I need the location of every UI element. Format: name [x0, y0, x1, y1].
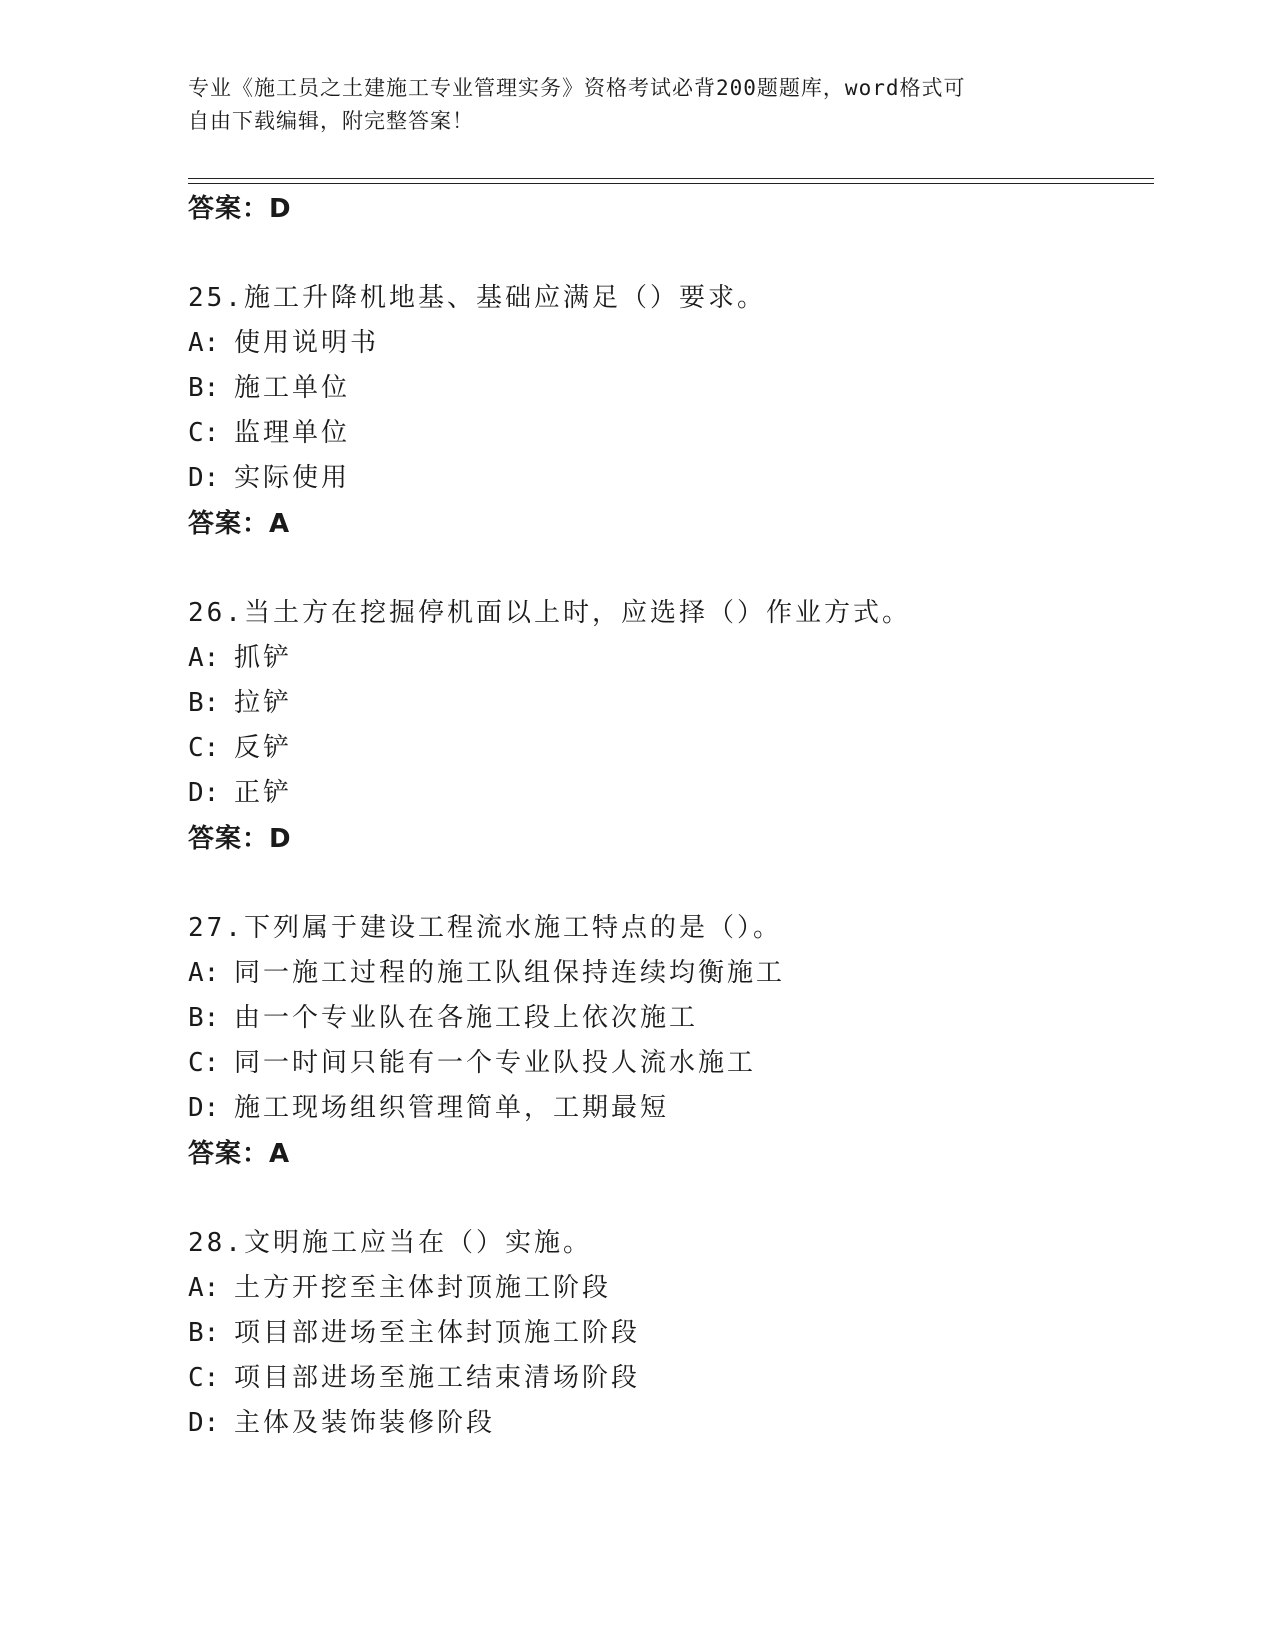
- previous-answer: 答案：D: [188, 194, 292, 224]
- option-text: 监理单位: [234, 418, 351, 448]
- header-divider-bottom: [188, 183, 1154, 184]
- option-text: 土方开挖至主体封顶施工阶段: [234, 1273, 612, 1303]
- option-text: 使用说明书: [234, 328, 380, 358]
- option-letter: A:: [188, 1273, 220, 1303]
- option-text: 项目部进场至主体封顶施工阶段: [234, 1318, 641, 1348]
- option-text: 主体及装饰装修阶段: [234, 1408, 496, 1438]
- question-25-option-b: [188, 370, 350, 406]
- question-26-answer: 答案：D: [188, 824, 292, 854]
- option-letter: A:: [188, 958, 220, 988]
- option-letter: D:: [188, 1408, 220, 1438]
- option-text: 抓铲: [234, 643, 293, 673]
- option-text: 施工现场组织管理简单，工期最短: [234, 1093, 670, 1123]
- option-letter: B:: [188, 1003, 220, 1033]
- header-line-1: 专业《施工员之土建施工专业管理实务》资格考试必背200题题库，word格式可: [188, 76, 966, 100]
- question-25-answer: 答案：A: [188, 509, 291, 539]
- document-header: [188, 72, 1068, 138]
- question-26-option-d: [188, 775, 292, 811]
- option-letter: C:: [188, 733, 220, 763]
- option-text: 施工单位: [234, 373, 351, 403]
- question-25-option-c: [188, 415, 350, 451]
- question-26-option-a: [188, 640, 292, 676]
- option-letter: A:: [188, 643, 220, 673]
- option-letter: D:: [188, 463, 220, 493]
- question-27-answer: 答案：A: [188, 1139, 291, 1169]
- option-letter: B:: [188, 1318, 220, 1348]
- option-letter: A:: [188, 328, 220, 358]
- question-27-stem: 27.下列属于建设工程流水施工特点的是（）。: [188, 913, 782, 943]
- option-text: 实际使用: [234, 463, 351, 493]
- question-28-stem: 28.文明施工应当在（）实施。: [188, 1228, 592, 1258]
- header-divider-top: [188, 178, 1154, 179]
- question-28-option-b: [188, 1315, 640, 1351]
- question-25-option-a: [188, 325, 379, 361]
- option-text: 由一个专业队在各施工段上依次施工: [234, 1003, 699, 1033]
- option-letter: D:: [188, 778, 220, 808]
- question-25-stem: 25.施工升降机地基、基础应满足（）要求。: [188, 283, 766, 313]
- question-28-option-d: [188, 1405, 495, 1441]
- header-line-2: 自由下载编辑，附完整答案！: [188, 109, 474, 133]
- question-27-option-d: [188, 1090, 669, 1126]
- option-letter: C:: [188, 1048, 220, 1078]
- option-letter: D:: [188, 1093, 220, 1123]
- option-text: 反铲: [234, 733, 293, 763]
- option-letter: C:: [188, 418, 220, 448]
- question-26-option-b: [188, 685, 292, 721]
- option-letter: B:: [188, 373, 220, 403]
- question-25-option-d: [188, 460, 350, 496]
- question-27-option-c: [188, 1045, 756, 1081]
- question-27-option-b: [188, 1000, 698, 1036]
- option-text: 正铲: [234, 778, 293, 808]
- option-letter: C:: [188, 1363, 220, 1393]
- option-letter: B:: [188, 688, 220, 718]
- option-text: 同一施工过程的施工队组保持连续均衡施工: [234, 958, 786, 988]
- question-27-option-a: [188, 955, 785, 991]
- question-26-stem: 26.当土方在挖掘停机面以上时，应选择（）作业方式。: [188, 598, 911, 628]
- option-text: 同一时间只能有一个专业队投人流水施工: [234, 1048, 757, 1078]
- question-28-option-c: [188, 1360, 640, 1396]
- question-26-option-c: [188, 730, 292, 766]
- option-text: 拉铲: [234, 688, 293, 718]
- option-text: 项目部进场至施工结束清场阶段: [234, 1363, 641, 1393]
- question-28-option-a: [188, 1270, 611, 1306]
